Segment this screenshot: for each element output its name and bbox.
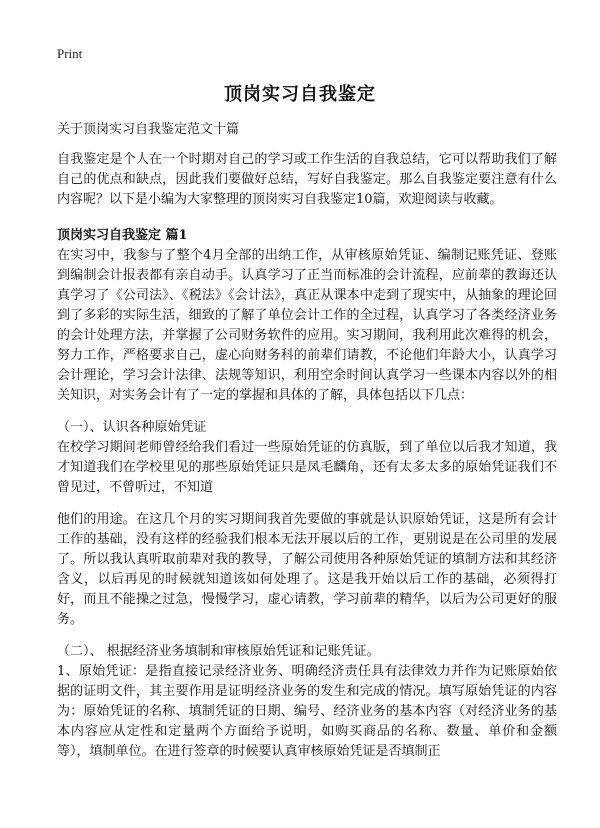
paragraph: 在校学习期间老师曾经给我们看过一些原始凭证的仿真版，到了单位以后我才知道，我才知道我们在学校里见的那些原始凭证只是凤毛麟角，还有太多太多的原始凭证我们不曾见过，不曾听过，不知道 <box>57 440 557 495</box>
intro-paragraph: 自我鉴定是个人在一个时期对自己的学习或工作生活的自我总结，它可以帮助我们了解自己的优点和缺点，因此我们要做好总结，写好自我鉴定。那么自我鉴定要注意有什么内容呢？以下是小编为大家整理的顶岗实习自我鉴定10篇，欢迎阅读与收藏。 <box>57 152 557 207</box>
paragraph: 在实习中，我参与了整个4月全部的出纳工作，从审核原始凭证、编制记账凭证、登账到编制会计报表都有亲自动手。认真学习了正当而标准的会计流程，应前辈的教诲还认真学习了《公司法》、《税法》《会计法》，真正从课本中走到了现实中，从抽象的理论回到了多彩的实际生活，细致的了解了单位会计工作的全过程，认真学习了各类经济业务的会计处理方法，并掌握了公司财务软件的应用。实习期间，我利用此次难得的机会，努力工作，严格要求自己，虚心向财务科的前辈们请教，不论他们年龄大小，认真学习会计理论，学习会计法律、法规等知识，利用空余时间认真学习一些课本内容以外的相关知识，对实务会计有了一定的掌握和具体的了解，具体包括以下几点： <box>57 248 557 403</box>
document-subtitle: 关于顶岗实习自我鉴定范文十篇 <box>57 122 240 137</box>
page-title: 顶岗实习自我鉴定 <box>224 84 376 105</box>
sub-heading: （二）、 根据经济业务填制和审核原始凭证和记账凭证。 <box>57 644 380 659</box>
paragraph: 1、原始凭证：是指直接记录经济业务、明确经济责任具有法律效力并作为记账原始依据的证明文件，其主要作用是证明经济业务的发生和完成的情况。填写原始凭证的内容为：原始凭证的名称、填制凭证的日期、编号、经济业务的基本内容（对经济业务的基本内容应从定性和定量两个方面给予说明，如购买商品的名称、数量、单价和金额等），填制单位。在进行签章的时候要认真审核原始凭证是否填制正 <box>57 664 557 759</box>
print-link[interactable]: Print <box>57 46 83 61</box>
sub-heading: （一）、认识各种原始凭证 <box>57 420 207 435</box>
section-heading: 顶岗实习自我鉴定 篇1 <box>57 228 188 243</box>
document-body <box>57 120 557 762</box>
paragraph: 他们的用途。在这几个月的实习期间我首先要做的事就是认识原始凭证，这是所有会计工作的基础，没有这样的经验我们根本无法开展以后的工作，更别说是在公司里的发展了。所以我认真听取前辈对我的教导，了解公司使用各种原始凭证的填制方法和其经济含义，以后再见的时候就知道该如何处理了。这是我开始以后工作的基础，必须得打好，而且不能操之过急，慢慢学习，虚心请教，学习前辈的精华，以后为公司更好的服务。 <box>57 512 557 627</box>
